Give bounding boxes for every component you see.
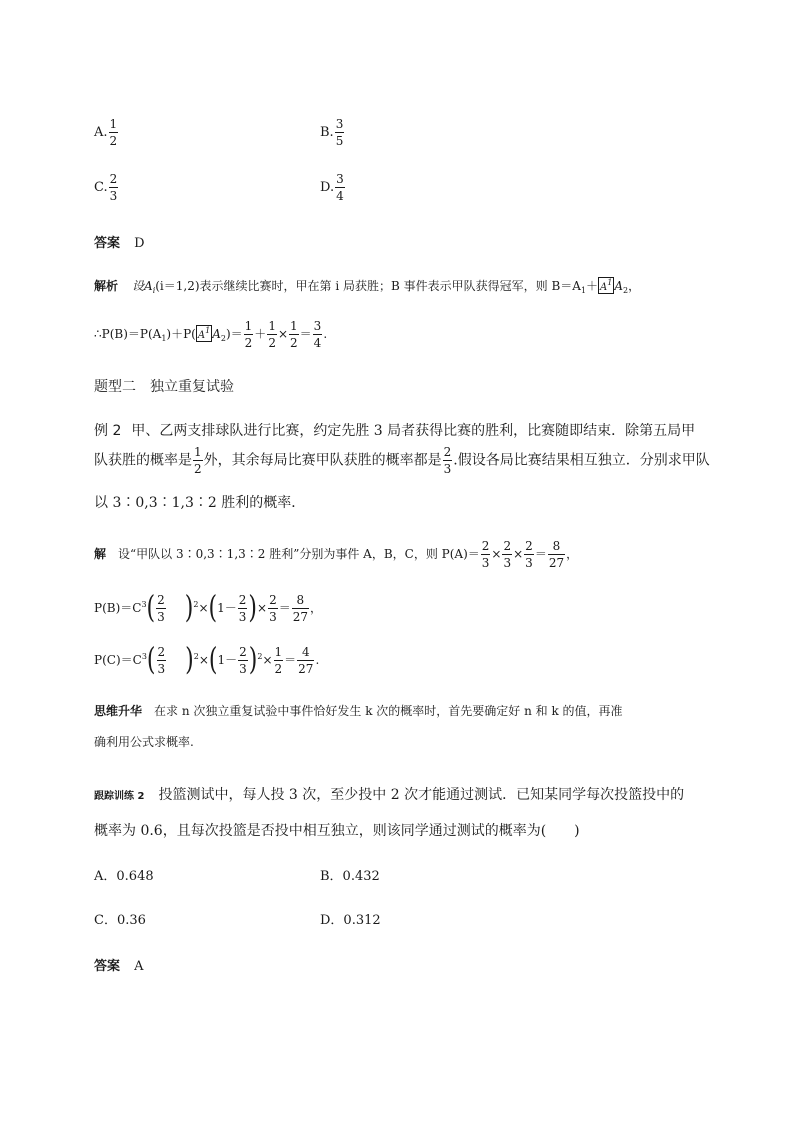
numerator: 2	[109, 172, 118, 186]
complement-box	[598, 277, 614, 294]
denominator: 2	[290, 336, 298, 350]
text: ×	[262, 653, 273, 667]
answer-1	[94, 232, 145, 251]
denominator: 3	[109, 189, 118, 203]
subscript: 2	[220, 334, 226, 343]
denominator: 2	[244, 336, 253, 350]
numerator: 1	[109, 117, 118, 131]
superscript: 2	[257, 652, 263, 661]
right-paren: )	[248, 590, 257, 626]
practice-2-line-2: 概率为 0.6，且每次投篮是否投中相互独立，则该同学通过测试的概率为( )	[94, 823, 580, 839]
denominator: 27	[548, 556, 565, 570]
denominator: 3	[157, 662, 166, 676]
solution-line-3	[94, 642, 320, 678]
option-b-label: B.	[320, 125, 334, 140]
answer-2	[94, 955, 144, 974]
fraction	[502, 540, 512, 569]
numerator: 1	[290, 319, 298, 333]
denominator: 3	[157, 610, 165, 624]
example-2-line-3: 以 3∶0,3∶1,3∶2 胜利的概率．	[94, 495, 306, 511]
text: ×	[198, 601, 209, 615]
numerator: 2	[238, 593, 247, 607]
option-c-label: C.	[94, 180, 108, 195]
denominator: 2	[268, 336, 276, 350]
option-d-label: D.	[320, 180, 335, 195]
answer-value: A	[134, 959, 144, 974]
text: 1－	[217, 601, 237, 615]
text: ＋	[254, 327, 267, 341]
practice-2-line-1	[94, 784, 684, 804]
option-a-fraction	[109, 118, 119, 147]
reflection-line-2: 确利用公式求概率.	[94, 735, 194, 749]
fraction	[524, 540, 534, 569]
text: 在求 n 次独立重复试验中事件恰好发生 k 次的概率时，首先要确定好 n 和 k 的值，再准	[154, 704, 623, 718]
fraction	[238, 646, 248, 675]
superscript: 1	[607, 278, 613, 287]
right-paren: )	[185, 642, 194, 678]
numerator: 1	[244, 319, 253, 333]
option-a-bottom: A．0.648	[94, 869, 154, 884]
denominator: 5	[335, 134, 344, 148]
denominator: 3	[443, 462, 452, 476]
fraction	[244, 320, 254, 349]
denominator: 3	[239, 662, 247, 676]
reflection-label: 思维升华	[94, 704, 143, 718]
text: A	[197, 330, 206, 341]
superscript: 1	[205, 326, 211, 335]
text: )＝	[225, 327, 243, 341]
text: ×	[198, 653, 209, 667]
option-c-fraction	[109, 173, 119, 202]
text: 外，其余每局比赛甲队获胜的概率都是	[203, 452, 442, 469]
numerator: 8	[292, 594, 309, 609]
numerator: 2	[525, 539, 533, 553]
text: A	[614, 279, 624, 293]
numerator: 1	[194, 445, 202, 459]
option-b-fraction	[335, 118, 345, 147]
fraction	[481, 540, 491, 569]
numerator: 3	[336, 172, 344, 186]
answer-label: 答案	[94, 236, 121, 251]
text: ，	[566, 547, 579, 561]
text: ＝	[278, 601, 291, 615]
solution-line-2	[94, 590, 323, 626]
text: ＝	[299, 327, 312, 341]
option-b	[320, 118, 345, 147]
numerator: 3	[335, 117, 344, 131]
fraction	[157, 646, 167, 675]
denominator: 4	[313, 336, 322, 350]
denominator: 3	[269, 610, 277, 624]
fraction	[313, 320, 323, 349]
text: ×	[257, 601, 268, 615]
left-paren: (	[146, 590, 156, 626]
fraction	[289, 320, 299, 349]
text: A	[600, 282, 608, 293]
text: P(C)＝C	[94, 653, 142, 667]
denominator: 3	[503, 556, 512, 570]
analysis-line-1	[94, 277, 640, 295]
option-a-label: A.	[94, 125, 108, 140]
right-paren: )	[184, 590, 194, 626]
fraction	[156, 594, 166, 623]
option-c	[94, 173, 119, 202]
analysis-label: 解析	[94, 279, 119, 293]
numerator: 3	[313, 319, 322, 333]
answer-label: 答案	[94, 959, 121, 974]
option-d-bottom: D．0.312	[320, 913, 381, 928]
numerator: 2	[157, 645, 166, 659]
denominator: 27	[292, 610, 308, 624]
superscript: 2	[193, 600, 199, 609]
fraction	[292, 594, 309, 623]
example-label: 例 2	[94, 423, 122, 439]
fraction	[193, 446, 203, 475]
option-d	[320, 173, 346, 202]
option-d-fraction	[335, 173, 345, 202]
left-paren: (	[208, 642, 218, 678]
section-title: 题型二 独立重复试验	[94, 379, 234, 395]
subscript: 1	[161, 334, 167, 343]
subscript: i	[152, 286, 156, 295]
fraction	[274, 646, 284, 675]
denominator: 2	[109, 134, 118, 148]
fraction	[268, 594, 278, 623]
text: 1－	[217, 653, 238, 667]
numerator: 2	[239, 645, 247, 659]
left-paren: (	[146, 642, 156, 678]
text: ＋	[586, 279, 599, 293]
superscript: 3	[141, 600, 147, 609]
numerator: 2	[269, 593, 277, 607]
solution-line-1	[94, 540, 578, 569]
option-c-bottom: C．0.36	[94, 913, 146, 928]
option-a	[94, 118, 119, 147]
numerator: 2	[503, 539, 512, 553]
fraction	[297, 646, 314, 675]
example-2-line-2	[94, 446, 710, 475]
denominator: 3	[525, 556, 533, 570]
denominator: 2	[274, 662, 283, 676]
text: .	[323, 327, 328, 341]
text: ＝	[534, 547, 547, 561]
denominator: 3	[481, 556, 490, 570]
subscript: 1	[580, 286, 587, 295]
text: ×	[277, 327, 289, 341]
numerator: 2	[443, 445, 452, 459]
fraction	[443, 446, 453, 475]
denominator: 2	[194, 462, 202, 476]
text: 甲、乙两支排球队进行比赛，约定先胜 3 局者获得比赛的胜利，比赛随即结束．除第五局甲	[131, 423, 696, 439]
practice-label: 跟踪训练 2	[94, 791, 145, 802]
subscript: 2	[623, 286, 629, 295]
fraction	[238, 594, 248, 623]
text: 设“甲队以 3∶0,3∶1,3∶2 胜利”分别为事件 A，B，C，则 P(A)＝	[118, 547, 480, 561]
text: 投篮测试中，每人投 3 次，至少投中 2 次才能通过测试．已知某同学每次投篮投中的	[158, 787, 685, 803]
text: P(B)＝C	[94, 601, 142, 615]
text: ，	[628, 279, 641, 293]
right-paren: )	[248, 642, 258, 678]
solution-label: 解	[94, 547, 107, 561]
text: ，	[310, 601, 323, 615]
numerator: 8	[548, 540, 565, 555]
text: A	[212, 327, 221, 341]
fraction	[267, 320, 277, 349]
text: (i＝1,2)表示继续比赛时，甲在第 i 局获胜；B 事件表示甲队获得冠军，则 B＝A	[155, 279, 581, 293]
fraction	[548, 540, 565, 569]
denominator: 4	[336, 189, 344, 203]
text: .假设各局比赛结果相互独立．分别求甲队	[453, 452, 710, 469]
text: ×	[513, 547, 524, 561]
superscript: 3	[141, 652, 147, 661]
numerator: 4	[297, 646, 314, 661]
superscript: 2	[193, 652, 199, 661]
analysis-line-2	[94, 320, 327, 349]
denominator: 27	[298, 662, 314, 676]
reflection-line-1	[94, 702, 623, 719]
text: )＋P(	[166, 327, 196, 341]
left-paren: (	[208, 590, 218, 626]
numerator: 1	[274, 645, 283, 659]
text: 设A	[132, 279, 153, 293]
text: ＝	[284, 653, 297, 667]
complement-box	[196, 325, 212, 342]
denominator: 3	[238, 610, 247, 624]
numerator: 2	[481, 539, 490, 553]
option-b-bottom: B．0.432	[320, 869, 380, 884]
example-2-line-1	[94, 420, 695, 440]
text: ∴P(B)＝P(A	[94, 327, 162, 341]
answer-value: D	[134, 236, 145, 251]
text: ×	[491, 547, 502, 561]
numerator: 1	[268, 319, 276, 333]
text: .	[315, 653, 320, 667]
numerator: 2	[157, 593, 165, 607]
text: 队获胜的概率是	[94, 452, 192, 469]
